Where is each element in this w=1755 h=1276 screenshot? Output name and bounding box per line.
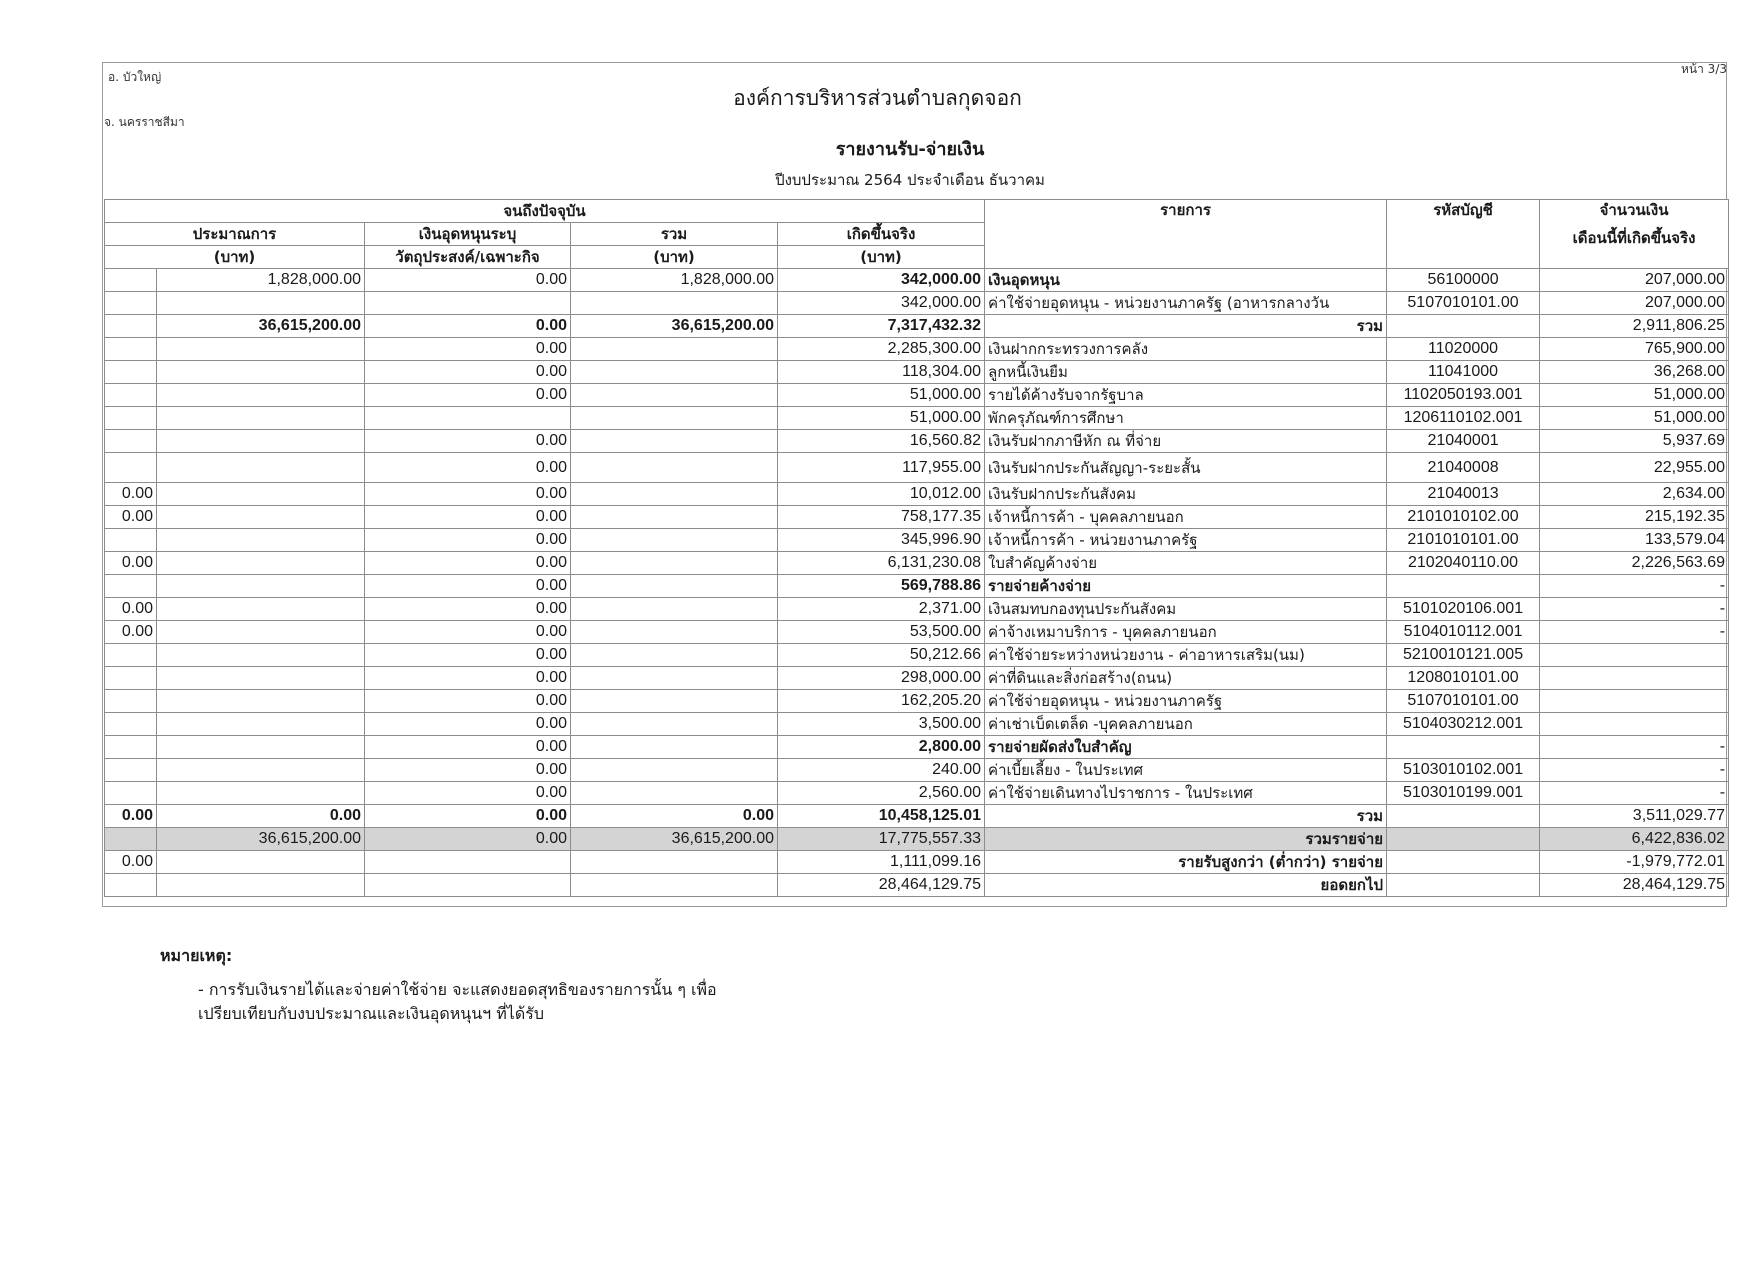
total-header: รวม <box>571 223 778 246</box>
item-cell: ค่าเช่าเบ็ดเตล็ด -บุคคลภายนอก <box>985 713 1387 736</box>
estimate-cell <box>157 430 365 453</box>
actual-cell: 2,800.00 <box>778 736 985 759</box>
table-row <box>105 644 1729 667</box>
total-cell: 36,615,200.00 <box>571 315 778 338</box>
notes-heading: หมายเหตุ: <box>160 946 233 965</box>
table-row <box>105 690 1729 713</box>
month-amount-cell: - <box>1540 598 1729 621</box>
subsidy-cell: 0.00 <box>365 759 571 782</box>
account-code-cell: 56100000 <box>1387 269 1540 292</box>
item-cell: ค่าเบี้ยเลี้ยง - ในประเทศ <box>985 759 1387 782</box>
actual-cell: 240.00 <box>778 759 985 782</box>
account-code-cell: 21040001 <box>1387 430 1540 453</box>
total-cell: 0.00 <box>571 805 778 828</box>
estimate-cell: 1,828,000.00 <box>157 269 365 292</box>
month-amount-cell: 51,000.00 <box>1540 407 1729 430</box>
month-amount-cell <box>1540 644 1729 667</box>
subsidy-cell: 0.00 <box>365 713 571 736</box>
total-cell <box>571 361 778 384</box>
item-cell: รายรับสูงกว่า (ต่ำกว่า) รายจ่าย <box>985 851 1387 874</box>
report-title: รายงานรับ-จ่ายเงิน <box>835 139 985 160</box>
estimate-cell <box>157 667 365 690</box>
table-row <box>105 361 1729 384</box>
flag-cell <box>105 644 157 667</box>
actual-cell: 2,560.00 <box>778 782 985 805</box>
table-row <box>105 575 1729 598</box>
flag-cell <box>105 292 157 315</box>
total-cell <box>571 407 778 430</box>
total-cell <box>571 453 778 483</box>
total-cell <box>571 506 778 529</box>
subsidy-cell <box>365 874 571 897</box>
total-cell <box>571 713 778 736</box>
account-code-cell <box>1387 575 1540 598</box>
flag-cell <box>105 828 157 851</box>
account-code-cell: 5210010121.005 <box>1387 644 1540 667</box>
estimate-cell <box>157 690 365 713</box>
item-cell: ค่าใช้จ่ายอุดหนุน - หน่วยงานภาครัฐ (อาหารกลางวัน <box>985 292 1387 315</box>
table-row <box>105 506 1729 529</box>
item-cell: เงินอุดหนุน <box>985 269 1387 292</box>
item-cell: รวม <box>985 315 1387 338</box>
actual-cell: 2,371.00 <box>778 598 985 621</box>
subsidy-cell: 0.00 <box>365 575 571 598</box>
subsidy-cell: 0.00 <box>365 621 571 644</box>
actual-cell: 298,000.00 <box>778 667 985 690</box>
actual-cell: 758,177.35 <box>778 506 985 529</box>
subsidy-header-line2: วัตถุประสงค์/เฉพาะกิจ <box>365 246 571 269</box>
estimate-cell <box>157 338 365 361</box>
actual-cell: 345,996.90 <box>778 529 985 552</box>
table-body <box>105 269 1729 897</box>
flag-cell: 0.00 <box>105 598 157 621</box>
actual-cell: 569,788.86 <box>778 575 985 598</box>
this-month-header: เดือนนี้ที่เกิดขึ้นจริง <box>1572 229 1696 247</box>
month-amount-cell: 51,000.00 <box>1540 384 1729 407</box>
actual-cell: 7,317,432.32 <box>778 315 985 338</box>
account-code-cell: 5103010102.001 <box>1387 759 1540 782</box>
account-code-cell: 5104010112.001 <box>1387 621 1540 644</box>
total-cell: 36,615,200.00 <box>571 828 778 851</box>
page-number: หน้า 3/3 <box>1681 62 1727 76</box>
table-row <box>105 315 1729 338</box>
account-code-cell <box>1387 851 1540 874</box>
flag-cell: 0.00 <box>105 483 157 506</box>
table-row <box>105 759 1729 782</box>
month-amount-cell: 2,911,806.25 <box>1540 315 1729 338</box>
flag-cell: 0.00 <box>105 851 157 874</box>
estimate-unit: (บาท) <box>105 246 365 269</box>
item-cell: ค่าที่ดินและสิ่งก่อสร้าง(ถนน) <box>985 667 1387 690</box>
actual-cell: 50,212.66 <box>778 644 985 667</box>
item-cell: ค่าใช้จ่ายเดินทางไปราชการ - ในประเทศ <box>985 782 1387 805</box>
actual-unit: (บาท) <box>778 246 985 269</box>
month-amount-cell: 22,955.00 <box>1540 453 1729 483</box>
account-code-cell: 11041000 <box>1387 361 1540 384</box>
amount-header <box>1540 200 1729 269</box>
estimate-cell <box>157 644 365 667</box>
account-code-cell: 1208010101.00 <box>1387 667 1540 690</box>
table-row <box>105 430 1729 453</box>
total-cell <box>571 690 778 713</box>
flag-cell <box>105 667 157 690</box>
subsidy-cell: 0.00 <box>365 736 571 759</box>
month-amount-cell: 2,634.00 <box>1540 483 1729 506</box>
item-cell: รวมรายจ่าย <box>985 828 1387 851</box>
table-row <box>105 598 1729 621</box>
month-amount-cell: 5,937.69 <box>1540 430 1729 453</box>
actual-cell: 51,000.00 <box>778 407 985 430</box>
flag-cell <box>105 529 157 552</box>
estimate-cell: 36,615,200.00 <box>157 828 365 851</box>
month-amount-cell <box>1540 690 1729 713</box>
table-row <box>105 552 1729 575</box>
estimate-cell <box>157 598 365 621</box>
item-cell: เงินฝากกระทรวงการคลัง <box>985 338 1387 361</box>
account-code-cell: 2102040110.00 <box>1387 552 1540 575</box>
month-amount-cell: - <box>1540 759 1729 782</box>
total-cell: 1,828,000.00 <box>571 269 778 292</box>
item-cell: พักครุภัณฑ์การศึกษา <box>985 407 1387 430</box>
total-cell <box>571 552 778 575</box>
total-unit: (บาท) <box>571 246 778 269</box>
item-cell: ลูกหนี้เงินยืม <box>985 361 1387 384</box>
actual-cell: 1,111,099.16 <box>778 851 985 874</box>
actual-cell: 2,285,300.00 <box>778 338 985 361</box>
table-row <box>105 338 1729 361</box>
account-code-header: รหัสบัญชี <box>1387 200 1540 269</box>
estimate-cell <box>157 361 365 384</box>
actual-cell: 10,458,125.01 <box>778 805 985 828</box>
table-row <box>105 384 1729 407</box>
estimate-cell <box>157 759 365 782</box>
actual-cell: 342,000.00 <box>778 269 985 292</box>
table-row <box>105 667 1729 690</box>
total-cell <box>571 338 778 361</box>
table-row <box>105 529 1729 552</box>
to-date-header: จนถึงปัจจุบัน <box>105 200 985 223</box>
district-label: อ. บัวใหญ่ <box>108 70 162 84</box>
flag-cell <box>105 736 157 759</box>
total-cell <box>571 782 778 805</box>
month-amount-cell <box>1540 667 1729 690</box>
item-cell: รวม <box>985 805 1387 828</box>
account-code-cell: 11020000 <box>1387 338 1540 361</box>
item-cell: เจ้าหนี้การค้า - หน่วยงานภาครัฐ <box>985 529 1387 552</box>
total-cell <box>571 874 778 897</box>
table-row <box>105 713 1729 736</box>
table-row <box>105 736 1729 759</box>
account-code-cell: 1102050193.001 <box>1387 384 1540 407</box>
report-period: ปีงบประมาณ 2564 ประจำเดือน ธันวาคม <box>775 171 1045 189</box>
table-row <box>105 292 1729 315</box>
account-code-cell <box>1387 805 1540 828</box>
total-cell <box>571 667 778 690</box>
estimate-header: ประมาณการ <box>105 223 365 246</box>
month-amount-cell: - <box>1540 621 1729 644</box>
item-cell: เงินรับฝากประกันสัญญา-ระยะสั้น <box>985 453 1387 483</box>
account-code-cell: 5101020106.001 <box>1387 598 1540 621</box>
subsidy-cell: 0.00 <box>365 453 571 483</box>
flag-cell <box>105 315 157 338</box>
account-code-cell: 5103010199.001 <box>1387 782 1540 805</box>
item-cell: เงินรับฝากประกันสังคม <box>985 483 1387 506</box>
estimate-cell <box>157 713 365 736</box>
total-cell <box>571 736 778 759</box>
item-cell: รายได้ค้างรับจากรัฐบาล <box>985 384 1387 407</box>
account-code-cell: 1206110102.001 <box>1387 407 1540 430</box>
estimate-cell <box>157 782 365 805</box>
account-code-cell: 5107010101.00 <box>1387 690 1540 713</box>
item-cell: ใบสำคัญค้างจ่าย <box>985 552 1387 575</box>
estimate-cell <box>157 575 365 598</box>
total-cell <box>571 644 778 667</box>
item-cell: เงินรับฝากภาษีหัก ณ ที่จ่าย <box>985 430 1387 453</box>
month-amount-cell: -1,979,772.01 <box>1540 851 1729 874</box>
estimate-cell <box>157 292 365 315</box>
actual-cell: 162,205.20 <box>778 690 985 713</box>
subsidy-cell: 0.00 <box>365 506 571 529</box>
subsidy-cell: 0.00 <box>365 828 571 851</box>
actual-cell: 16,560.82 <box>778 430 985 453</box>
flag-cell <box>105 269 157 292</box>
flag-cell <box>105 575 157 598</box>
flag-cell: 0.00 <box>105 621 157 644</box>
estimate-cell <box>157 483 365 506</box>
table-row <box>105 407 1729 430</box>
table-row <box>105 805 1729 828</box>
item-cell: ยอดยกไป <box>985 874 1387 897</box>
actual-cell: 6,131,230.08 <box>778 552 985 575</box>
month-amount-cell <box>1540 713 1729 736</box>
flag-cell: 0.00 <box>105 506 157 529</box>
total-cell <box>571 483 778 506</box>
subsidy-cell: 0.00 <box>365 384 571 407</box>
month-amount-cell: 133,579.04 <box>1540 529 1729 552</box>
subsidy-cell <box>365 851 571 874</box>
account-code-cell <box>1387 736 1540 759</box>
table-row <box>105 874 1729 897</box>
flag-cell <box>105 713 157 736</box>
account-code-cell: 5104030212.001 <box>1387 713 1540 736</box>
estimate-cell: 0.00 <box>157 805 365 828</box>
account-code-cell: 2101010101.00 <box>1387 529 1540 552</box>
actual-cell: 51,000.00 <box>778 384 985 407</box>
notes-line-1: - การรับเงินรายได้และจ่ายค่าใช้จ่าย จะแสดงยอดสุทธิของรายการนั้น ๆ เพื่อ <box>198 980 717 999</box>
month-amount-cell: - <box>1540 575 1729 598</box>
actual-cell: 118,304.00 <box>778 361 985 384</box>
total-cell <box>571 621 778 644</box>
table-row <box>105 828 1729 851</box>
total-cell <box>571 851 778 874</box>
notes-line-2: เปรียบเทียบกับงบประมาณและเงินอุดหนุนฯ ที่ได้รับ <box>198 1004 544 1023</box>
table-row <box>105 483 1729 506</box>
subsidy-cell: 0.00 <box>365 483 571 506</box>
estimate-cell <box>157 384 365 407</box>
subsidy-cell: 0.00 <box>365 529 571 552</box>
actual-cell: 10,012.00 <box>778 483 985 506</box>
amount-header-title: จำนวนเงิน <box>1599 201 1669 219</box>
account-code-cell: 21040013 <box>1387 483 1540 506</box>
account-code-cell: 2101010102.00 <box>1387 506 1540 529</box>
flag-cell: 0.00 <box>105 552 157 575</box>
table-row <box>105 782 1729 805</box>
subsidy-cell: 0.00 <box>365 552 571 575</box>
subsidy-cell: 0.00 <box>365 782 571 805</box>
total-cell <box>571 575 778 598</box>
actual-cell: 3,500.00 <box>778 713 985 736</box>
estimate-cell <box>157 453 365 483</box>
month-amount-cell: 28,464,129.75 <box>1540 874 1729 897</box>
subsidy-cell <box>365 407 571 430</box>
estimate-cell: 36,615,200.00 <box>157 315 365 338</box>
account-code-cell: 5107010101.00 <box>1387 292 1540 315</box>
account-code-cell <box>1387 315 1540 338</box>
month-amount-cell: - <box>1540 782 1729 805</box>
item-cell: เจ้าหนี้การค้า - บุคคลภายนอก <box>985 506 1387 529</box>
item-cell: รายจ่ายผัดส่งใบสำคัญ <box>985 736 1387 759</box>
actual-cell: 342,000.00 <box>778 292 985 315</box>
table-row <box>105 453 1729 483</box>
total-cell <box>571 598 778 621</box>
flag-cell <box>105 384 157 407</box>
province-label: จ. นครราชสีมา <box>104 115 185 129</box>
month-amount-cell: 207,000.00 <box>1540 269 1729 292</box>
flag-cell <box>105 782 157 805</box>
estimate-cell <box>157 407 365 430</box>
estimate-cell <box>157 736 365 759</box>
actual-cell: 17,775,557.33 <box>778 828 985 851</box>
total-cell <box>571 292 778 315</box>
subsidy-cell: 0.00 <box>365 690 571 713</box>
total-cell <box>571 430 778 453</box>
subsidy-cell: 0.00 <box>365 667 571 690</box>
month-amount-cell: 765,900.00 <box>1540 338 1729 361</box>
account-code-cell: 21040008 <box>1387 453 1540 483</box>
flag-cell <box>105 690 157 713</box>
flag-cell <box>105 759 157 782</box>
table-row <box>105 621 1729 644</box>
receipts-payments-table <box>104 199 1729 897</box>
estimate-cell <box>157 529 365 552</box>
subsidy-cell: 0.00 <box>365 805 571 828</box>
estimate-cell <box>157 552 365 575</box>
flag-cell <box>105 453 157 483</box>
subsidy-cell: 0.00 <box>365 430 571 453</box>
item-cell: ค่าใช้จ่ายอุดหนุน - หน่วยงานภาครัฐ <box>985 690 1387 713</box>
total-cell <box>571 529 778 552</box>
month-amount-cell: 3,511,029.77 <box>1540 805 1729 828</box>
account-code-cell <box>1387 828 1540 851</box>
flag-cell: 0.00 <box>105 805 157 828</box>
item-cell: ค่าใช้จ่ายระหว่างหน่วยงาน - ค่าอาหารเสริม(นม) <box>985 644 1387 667</box>
total-cell <box>571 759 778 782</box>
organization-title: องค์การบริหารส่วนตำบลกุดจอก <box>733 86 1022 110</box>
month-amount-cell: - <box>1540 736 1729 759</box>
subsidy-cell <box>365 292 571 315</box>
actual-cell: 117,955.00 <box>778 453 985 483</box>
table-row <box>105 851 1729 874</box>
estimate-cell <box>157 506 365 529</box>
subsidy-header-line1: เงินอุดหนุนระบุ <box>365 223 571 246</box>
actual-cell: 53,500.00 <box>778 621 985 644</box>
subsidy-cell: 0.00 <box>365 361 571 384</box>
estimate-cell <box>157 851 365 874</box>
actual-cell: 28,464,129.75 <box>778 874 985 897</box>
item-header: รายการ <box>985 200 1387 269</box>
month-amount-cell: 215,192.35 <box>1540 506 1729 529</box>
month-amount-cell: 36,268.00 <box>1540 361 1729 384</box>
subsidy-cell: 0.00 <box>365 644 571 667</box>
total-cell <box>571 384 778 407</box>
month-amount-cell: 6,422,836.02 <box>1540 828 1729 851</box>
subsidy-cell: 0.00 <box>365 269 571 292</box>
subsidy-cell: 0.00 <box>365 338 571 361</box>
flag-cell <box>105 361 157 384</box>
month-amount-cell: 207,000.00 <box>1540 292 1729 315</box>
item-cell: เงินสมทบกองทุนประกันสังคม <box>985 598 1387 621</box>
subsidy-cell: 0.00 <box>365 315 571 338</box>
estimate-cell <box>157 874 365 897</box>
flag-cell <box>105 430 157 453</box>
estimate-cell <box>157 621 365 644</box>
account-code-cell <box>1387 874 1540 897</box>
subsidy-cell: 0.00 <box>365 598 571 621</box>
item-cell: รายจ่ายค้างจ่าย <box>985 575 1387 598</box>
item-cell: ค่าจ้างเหมาบริการ - บุคคลภายนอก <box>985 621 1387 644</box>
flag-cell <box>105 407 157 430</box>
table-row <box>105 269 1729 292</box>
actual-header: เกิดขึ้นจริง <box>778 223 985 246</box>
flag-cell <box>105 874 157 897</box>
month-amount-cell: 2,226,563.69 <box>1540 552 1729 575</box>
flag-cell <box>105 338 157 361</box>
